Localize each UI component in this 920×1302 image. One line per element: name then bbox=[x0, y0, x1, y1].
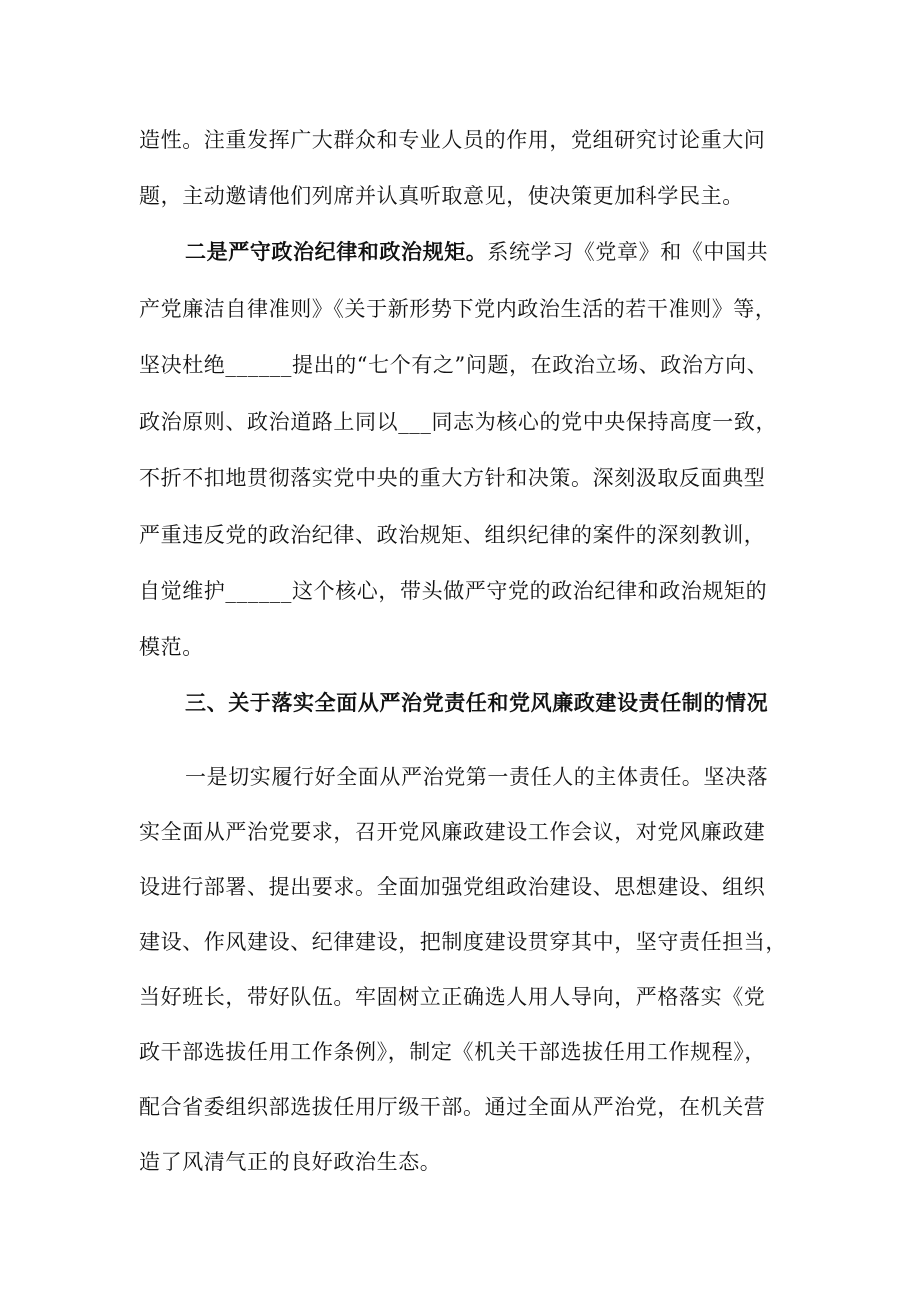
paragraph-2-line-2: 产党廉洁自律准则》《关于新形势下党内政治生活的若干准则》等， bbox=[139, 297, 777, 321]
paragraph-2-line-8: 模范。 bbox=[139, 635, 204, 659]
paragraph-3-line-7: 配合省委组织部选拔任用厅级干部。通过全面从严治党，在机关营 bbox=[139, 1095, 766, 1119]
paragraph-2-line-3: 坚决杜绝______提出的“七个有之”问题，在政治立场、政治方向、 bbox=[139, 353, 769, 377]
paragraph-3-line-6: 政干部选拔任用工作条例》，制定《机关干部选拔任用工作规程》， bbox=[139, 1040, 766, 1064]
paragraph-3-line-5: 当好班长，带好队伍。牢固树立正确选人用人导向，严格落实《党 bbox=[139, 985, 766, 1009]
paragraph-1-line-2: 题，主动邀请他们列席并认真听取意见，使决策更加科学民主。 bbox=[139, 184, 744, 208]
paragraph-2-line-5: 不折不扣地贯彻落实党中央的重大方针和决策。深刻汲取反面典型 bbox=[139, 466, 766, 490]
paragraph-2-line-1-rest: 系统学习《党章》和《中国共 bbox=[487, 240, 769, 264]
paragraph-2-line-6: 严重违反党的政治纪律、政治规矩、组织纪律的案件的深刻教训， bbox=[139, 523, 766, 547]
section-heading: 三、关于落实全面从严治党责任和党风廉政建设责任制的情况 bbox=[185, 690, 769, 715]
paragraph-2-line-7: 自觉维护______这个核心，带头做严守党的政治纪律和政治规矩的 bbox=[139, 579, 768, 603]
paragraph-2-line-1 bbox=[185, 237, 768, 267]
paragraph-2-line-4: 政治原则、政治道路上同以___同志为核心的党中央保持高度一致， bbox=[139, 410, 778, 434]
paragraph-2-lead: 二是严守政治纪律和政治规矩。 bbox=[185, 239, 488, 264]
paragraph-3-line-8: 造了风清气正的良好政治生态。 bbox=[139, 1150, 442, 1174]
paragraph-3-line-1: 一是切实履行好全面从严治党第一责任人的主体责任。坚决落 bbox=[185, 765, 769, 789]
paragraph-1-line-1: 造性。注重发挥广大群众和专业人员的作用，党组研究讨论重大问 bbox=[139, 128, 766, 152]
paragraph-3-line-4: 建设、作风建设、纪律建设，把制度建设贯穿其中，坚守责任担当， bbox=[139, 930, 787, 954]
paragraph-3-line-3: 设进行部署、提出要求。全面加强党组政治建设、思想建设、组织 bbox=[139, 875, 766, 899]
paragraph-3-line-2: 实全面从严治党要求，召开党风廉政建设工作会议，对党风廉政建 bbox=[139, 820, 766, 844]
